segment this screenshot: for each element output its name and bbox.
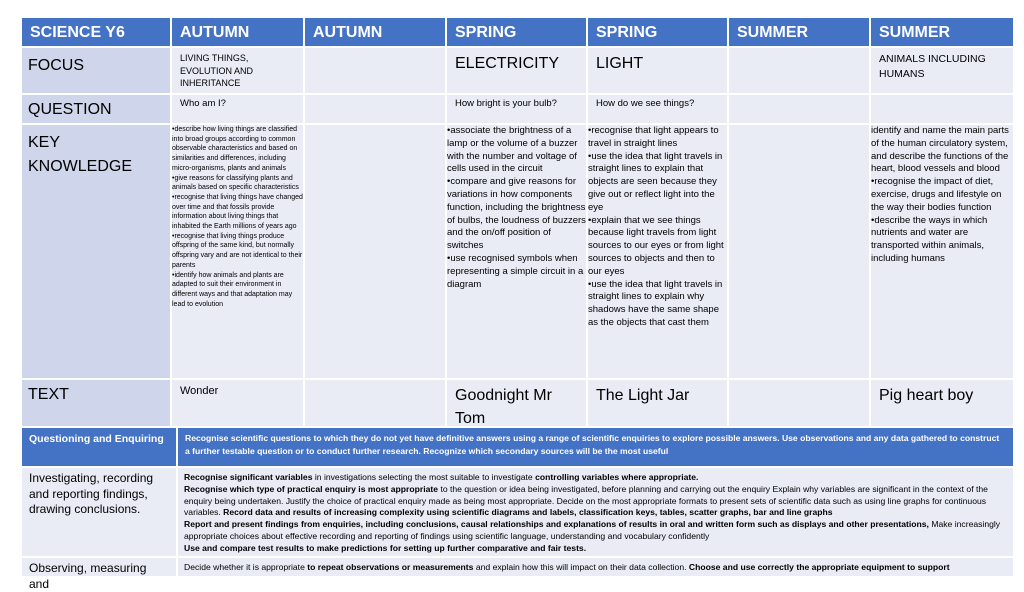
knowledge-summer-2	[871, 125, 1013, 378]
header-autumn-2: AUTUMN	[305, 18, 445, 46]
focus-autumn-2	[305, 48, 445, 93]
emphasis-text: Use and compare test results to make predictions for setting up further comparative and fair tests.	[184, 542, 587, 553]
list-item: •recognise that light appears to travel in straight lines	[588, 125, 719, 149]
ws-investigating-line-1	[184, 472, 1007, 484]
header-spring-1: SPRING	[447, 18, 586, 46]
question-summer-1	[729, 95, 869, 123]
body-text: Decide whether it is appropriate	[184, 562, 308, 572]
knowledge-summer-1	[729, 125, 869, 378]
list-item: •recognise the impact of diet, exercise, drugs and lifestyle on the way their bodies function	[871, 176, 1002, 213]
focus-summer-2-text: ANIMALS INCLUDING HUMANS	[879, 53, 986, 80]
ws-investigating-line-2	[184, 484, 1007, 519]
knowledge-spring-1	[447, 125, 586, 378]
ws-questioning-text: Recognise scientific questions to which they do not yet have definitive answers using a range of scientific enquiries to explore possible answers. Use observations and any data gathered to construct a further testable question or to conduct further research. Recognize which secondary sources will be the most useful	[178, 428, 1013, 466]
emphasis-text: Record data and results of increasing complexity using scientific diagrams and labels, classification keys, tables, scatter graphs, bar and line graphs	[223, 507, 833, 518]
list-item: •recognise that living things produce offspring of the same kind, but normally offspring vary and are not identical to their parents	[172, 232, 303, 269]
body-text: in investigations selecting the most suitable to investigate	[312, 472, 536, 482]
text-spring-2: The Light Jar	[588, 380, 727, 426]
row-label-key-knowledge: KEY KNOWLEDGE	[22, 125, 170, 378]
emphasis-text: Recognise significant variables	[184, 472, 313, 482]
focus-summer-1	[729, 48, 869, 93]
body-text: and explain how this will impact on their data collection.	[473, 562, 689, 572]
focus-spring-1: ELECTRICITY	[447, 48, 586, 93]
header-subject: SCIENCE Y6	[22, 18, 170, 46]
ws-investigating-line-3	[184, 519, 1007, 543]
header-summer-1: SUMMER	[729, 18, 869, 46]
question-autumn-1: Who am I?	[172, 95, 303, 123]
knowledge-spring-1-list	[447, 125, 586, 291]
list-item: •describe the ways in which nutrients and water are transported within animals, including humans	[871, 214, 988, 264]
ws-investigating-text	[178, 468, 1013, 556]
knowledge-spring-2	[588, 125, 727, 378]
list-item: •use recognised symbols when representing a simple circuit in a diagram	[447, 252, 584, 290]
row-label-text: TEXT	[22, 380, 170, 426]
list-item: •use the idea that light travels in straight lines to explain why shadows have the same shape as the objects that cast them	[588, 278, 723, 328]
emphasis-text: Recognise which type of practical enquiry is most appropriate	[184, 483, 439, 494]
list-item: •describe how living things are classified into broad groups according to common observable characteristics and based on similarities and differences, including micro-organisms, plants and animals	[172, 126, 298, 172]
focus-autumn-1	[172, 48, 303, 93]
question-autumn-2	[305, 95, 445, 123]
list-item: identify and name the main parts of the human circulatory system, and describe the functions of the heart, blood vessels and blood	[871, 125, 1009, 175]
header-summer-2: SUMMER	[871, 18, 1013, 46]
list-item: •give reasons for classifying plants and animals based on specific characteristics	[172, 174, 299, 192]
header-spring-2: SPRING	[588, 18, 727, 46]
emphasis-text: controlling variables where appropriate.	[535, 472, 699, 482]
question-spring-2: How do we see things?	[588, 95, 727, 123]
text-spring-1: Goodnight Mr Tom	[447, 380, 586, 426]
row-label-focus: FOCUS	[22, 48, 170, 93]
focus-summer-2	[871, 48, 1013, 93]
ws-investigating-line-4	[184, 543, 1007, 555]
text-autumn-2	[305, 380, 445, 426]
text-summer-1	[729, 380, 869, 426]
knowledge-spring-2-list	[588, 125, 727, 330]
body-text: Make increasingly appropriate choices about effective recording and reporting of findings using scientific language, understanding and vocabulary confidently	[184, 519, 1001, 541]
text-summer-2: Pig heart boy	[871, 380, 1013, 426]
list-item: •identify how animals and plants are adapted to suit their environment in different ways and that adaptation may lead to evolution	[172, 271, 293, 308]
list-item: •explain that we see things because light travels from light sources to our eyes or from light sources to objects and then to our eyes	[588, 214, 724, 277]
emphasis-text: to repeat observations or measurements	[307, 562, 474, 572]
knowledge-summer-2-list	[871, 125, 1013, 266]
emphasis-text: Choose and use correctly the appropriate equipment to support	[688, 562, 950, 572]
header-autumn-1: AUTUMN	[172, 18, 303, 46]
ws-label-observing: Observing, measuring and	[22, 558, 176, 576]
focus-autumn-1-text: LIVING THINGS, EVOLUTION AND INHERITANCE	[180, 53, 254, 88]
text-autumn-1: Wonder	[172, 380, 303, 426]
question-spring-1: How bright is your bulb?	[447, 95, 586, 123]
list-item: •associate the brightness of a lamp or the volume of a buzzer with the number and voltage of cells used in the circuit	[447, 125, 578, 175]
list-item: •recognise that living things have changed over time and that fossils provide information about living things that inhabited the Earth millions of years ago	[172, 193, 303, 231]
ws-label-questioning: Questioning and Enquiring	[22, 428, 176, 466]
list-item: •use the idea that light travels in straight lines to explain that objects are seen because they give out or reflect light into the eye	[588, 150, 723, 213]
question-summer-2	[871, 95, 1013, 123]
knowledge-autumn-1-list	[172, 125, 303, 309]
body-text: to the question or idea being investigated, before planning and carrying out the enquiry Explain why variables are significant in the context of the enquiry being undertaken. Justify the choice of practical enquiry made as being most appropriate. Decide on the most appropriate formats to present sets of scientific data such as using line graphs for continuous variables.	[184, 483, 988, 518]
ws-label-investigating: Investigating, recording and reporting findings, drawing conclusions.	[22, 468, 176, 556]
knowledge-autumn-1	[172, 125, 303, 378]
focus-spring-2: LIGHT	[588, 48, 727, 93]
row-label-question: QUESTION	[22, 95, 170, 123]
list-item: •compare and give reasons for variations in how components function, including the brightness of bulbs, the loudness of buzzers and the on/off position of switches	[447, 176, 586, 252]
knowledge-autumn-2	[305, 125, 445, 378]
ws-observing-text	[178, 558, 1013, 576]
emphasis-text: Report and present findings from enquiries, including conclusions, causal relationships and explanations of results in oral and written form such as displays and other presentations,	[184, 519, 929, 530]
